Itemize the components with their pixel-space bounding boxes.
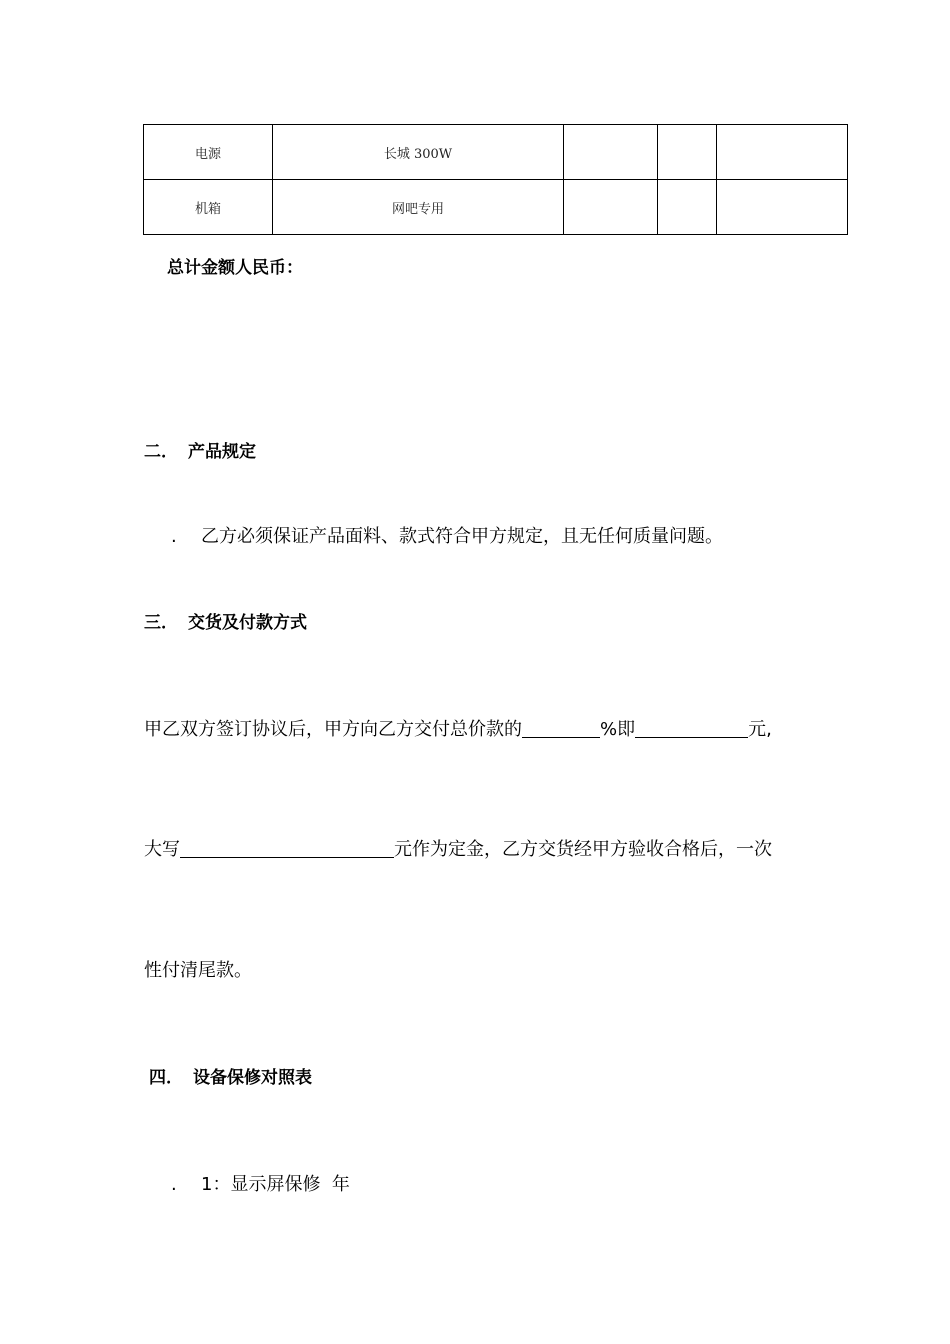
table-cell-empty	[717, 180, 848, 235]
amount-blank-field[interactable]	[635, 719, 748, 738]
payment-text: 甲乙双方签订协议后，甲方向乙方交付总价款的	[144, 719, 522, 740]
table-row	[144, 125, 848, 180]
table-row	[144, 180, 848, 235]
list-bullet: .	[171, 526, 177, 547]
table-cell-empty	[564, 125, 658, 180]
section-number: 四．	[149, 1068, 183, 1088]
equipment-table	[143, 124, 848, 235]
section-number: 三．	[144, 613, 178, 633]
section-heading-warranty	[149, 1063, 312, 1088]
payment-line-3: 性付清尾款。	[144, 960, 252, 981]
percent-blank-field[interactable]	[522, 719, 600, 738]
table-cell-item: 电源	[144, 125, 273, 180]
warranty-item-text: 1：显示屏保修 年	[201, 1174, 350, 1195]
table-cell-item: 机箱	[144, 180, 273, 235]
section-heading-payment	[144, 608, 307, 633]
table-cell-spec: 长城 300W	[273, 125, 564, 180]
warranty-item	[171, 1170, 350, 1196]
table-cell-spec: 网吧专用	[273, 180, 564, 235]
section-title: 设备保修对照表	[193, 1068, 312, 1088]
total-amount-label: 总计金额人民币：	[167, 258, 303, 278]
payment-line-2	[144, 835, 772, 861]
list-bullet: .	[171, 1174, 177, 1195]
payment-text: 元,	[748, 719, 772, 740]
amount-in-words-blank-field[interactable]	[180, 839, 394, 858]
product-requirement-text: 乙方必须保证产品面料、款式符合甲方规定，且无任何质量问题。	[201, 526, 723, 547]
section-title: 产品规定	[188, 442, 256, 462]
table-cell-empty	[658, 125, 717, 180]
payment-text: 元作为定金，乙方交货经甲方验收合格后，一次	[394, 839, 772, 860]
payment-line-1	[144, 715, 772, 741]
table-cell-empty	[717, 125, 848, 180]
payment-text: %即	[600, 719, 636, 740]
product-requirement-item	[171, 522, 723, 548]
section-title: 交货及付款方式	[188, 613, 307, 633]
payment-text: 大写	[144, 839, 180, 860]
section-heading-product	[144, 437, 256, 462]
section-number: 二．	[144, 442, 178, 462]
table-cell-empty	[658, 180, 717, 235]
table-cell-empty	[564, 180, 658, 235]
